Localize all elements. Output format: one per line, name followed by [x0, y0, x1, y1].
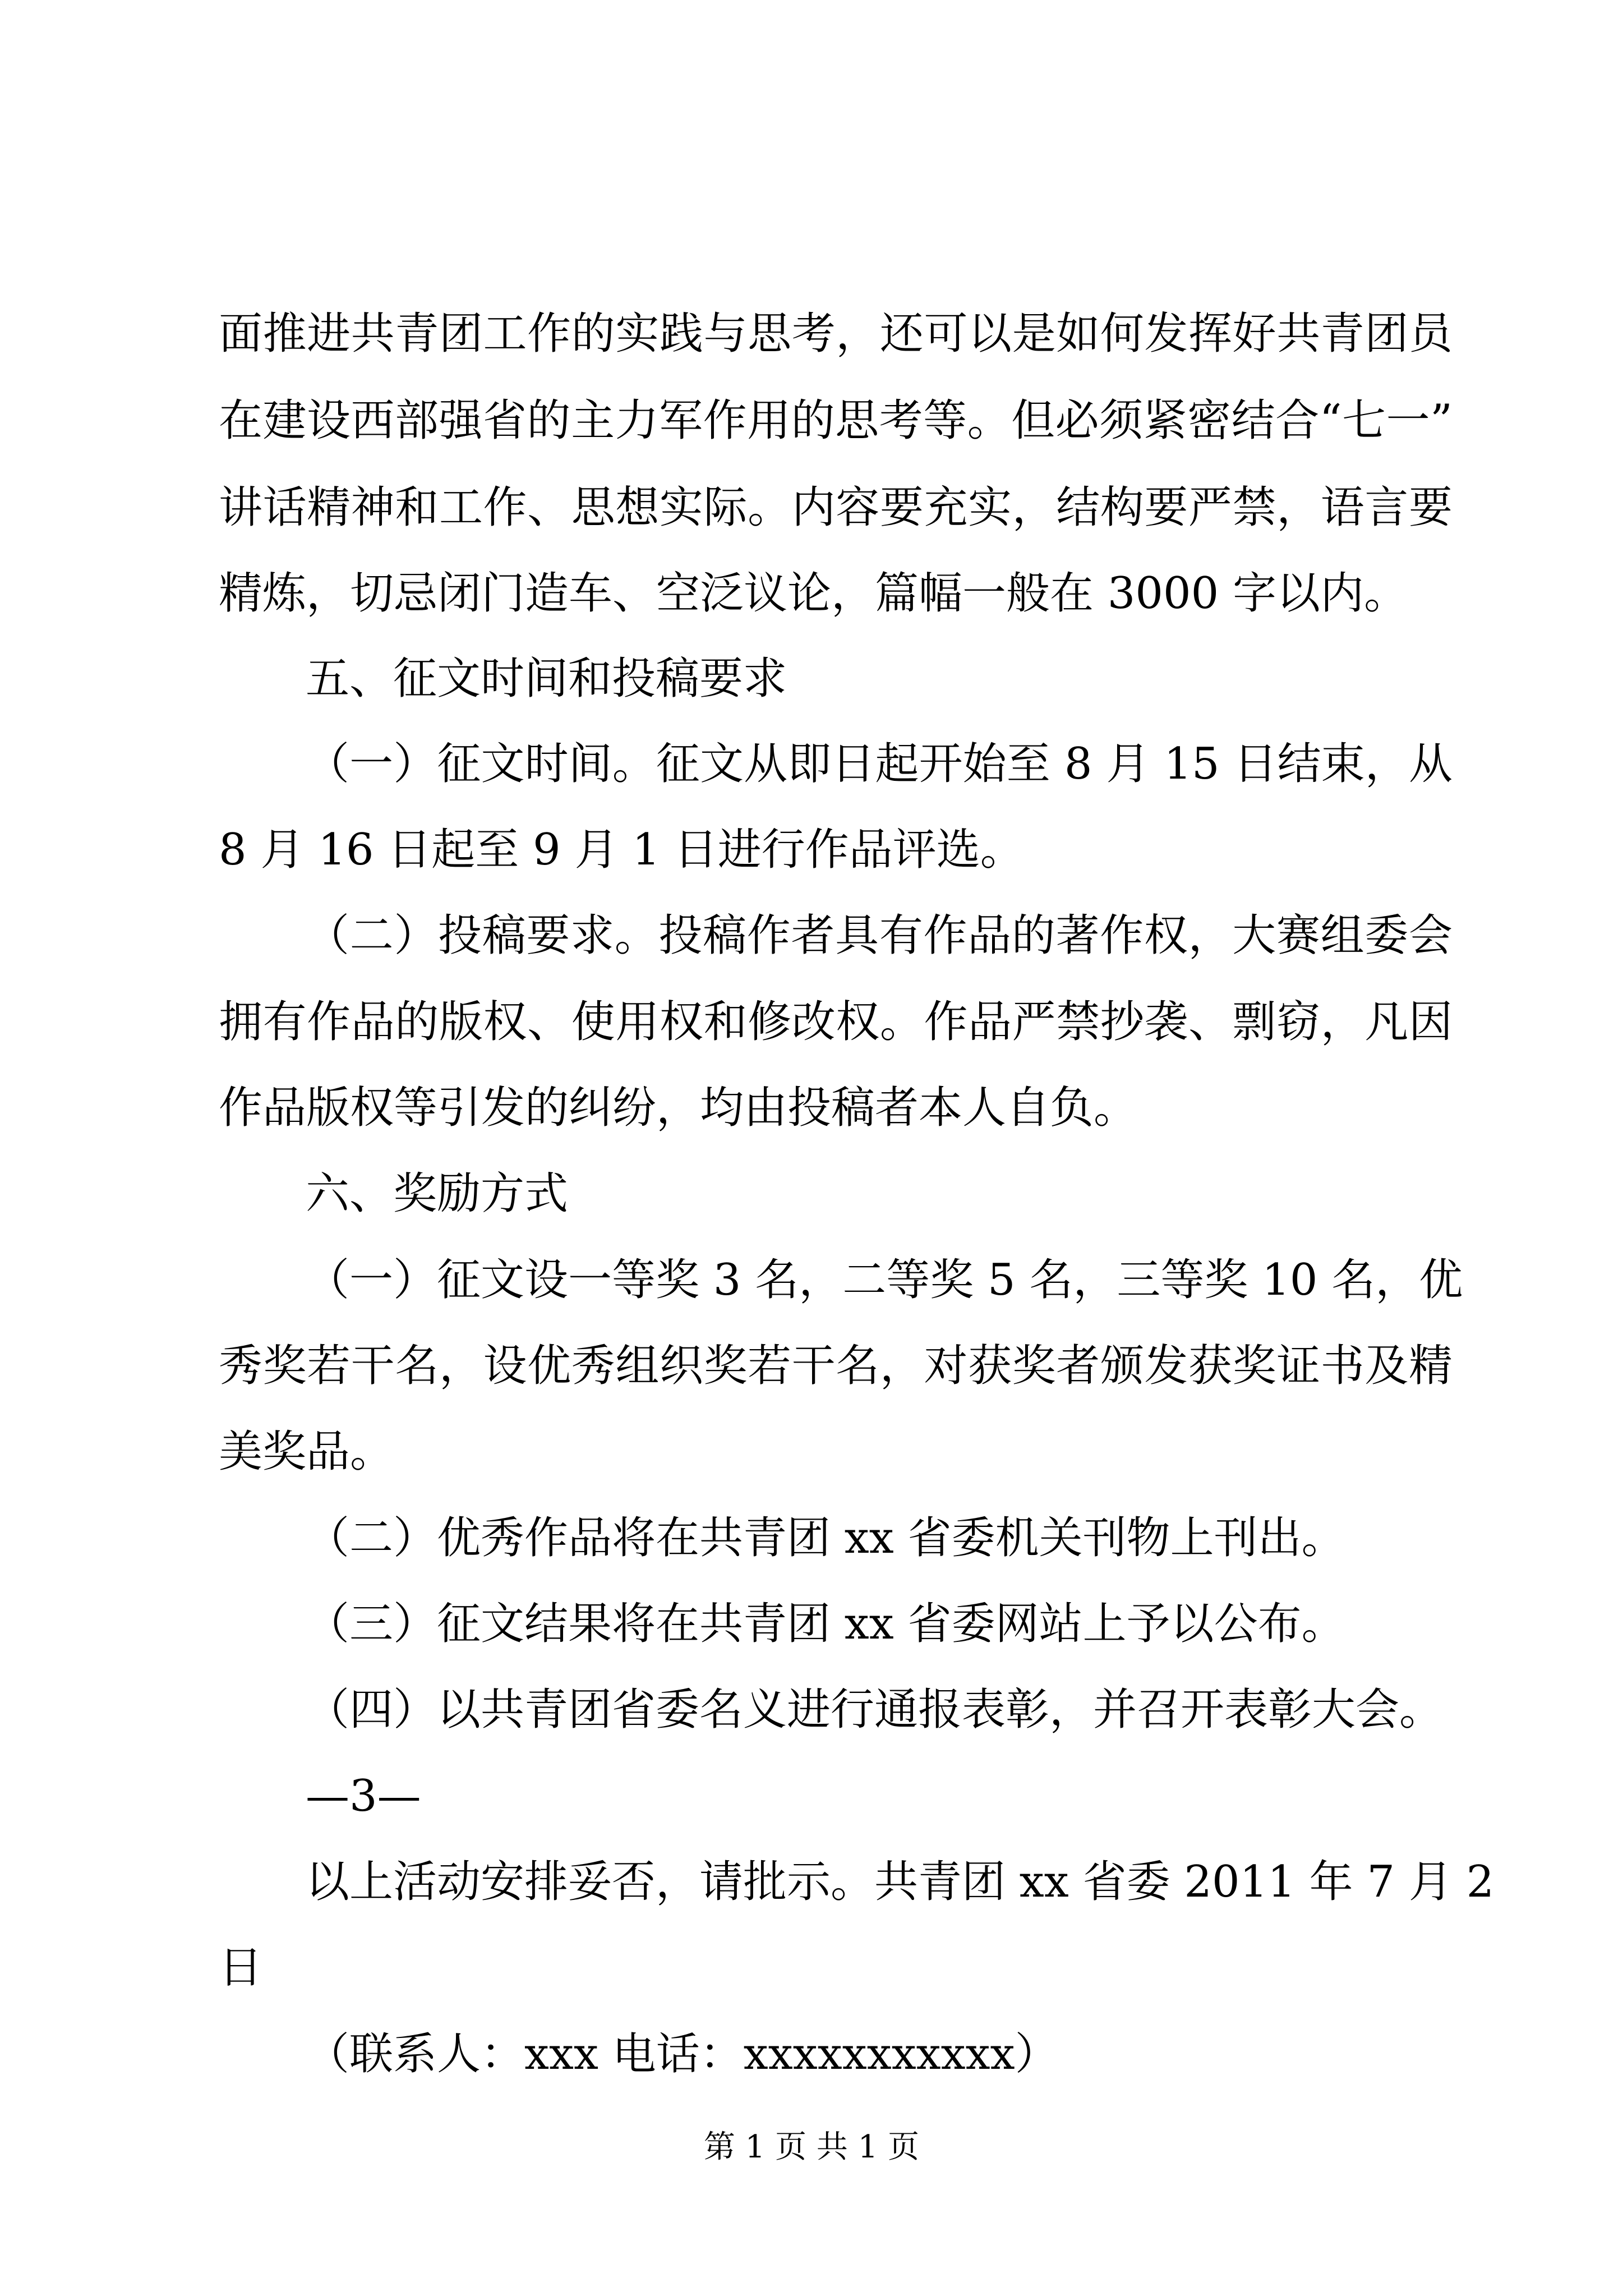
section-heading-6: 六、奖励方式	[306, 1168, 569, 1219]
body-line-10: 作品版权等引发的纠纷，均由投稿者本人自负。	[219, 1083, 1138, 1133]
body-line-4: 精炼，切忌闭门造车、空泛议论，篇幅一般在 3000 字以内。	[219, 568, 1408, 619]
contact-line: （联系人：xxx 电话：xxxxxxxxxxx）	[306, 2029, 1059, 2079]
section-heading-5: 五、征文时间和投稿要求	[306, 654, 787, 704]
body-line-7: 8 月 16 日起至 9 月 1 日进行作品评选。	[219, 825, 1024, 875]
body-line-15: （二）优秀作品将在共青团 xx 省委机关刊物上刊出。	[306, 1513, 1345, 1563]
body-line-20: 日	[219, 1943, 263, 1993]
body-line-8: （二）投稿要求。投稿作者具有作品的著作权，大赛组委会	[306, 910, 1453, 961]
body-line-3: 讲话精神和工作、思想实际。内容要充实，结构要严禁，语言要	[219, 482, 1453, 533]
body-line-16: （三）征文结果将在共青团 xx 省委网站上予以公布。	[306, 1599, 1345, 1649]
body-line-1: 面推进共青团工作的实践与思考，还可以是如何发挥好共青团员	[219, 309, 1453, 359]
page-footer: 第 1 页 共 1 页	[703, 2129, 920, 2165]
body-line-13: 秀奖若干名，设优秀组织奖若干名，对获奖者颁发获奖证书及精	[219, 1341, 1453, 1391]
page-number-marker: —3—	[306, 1771, 421, 1821]
body-line-17: （四）以共青团省委名义进行通报表彰，并召开表彰大会。	[306, 1685, 1444, 1735]
body-line-9: 拥有作品的版权、使用权和修改权。作品严禁抄袭、剽窃，凡因	[219, 997, 1453, 1047]
body-line-14: 美奖品。	[219, 1427, 394, 1477]
body-line-12: （一）征文设一等奖 3 名，二等奖 5 名，三等奖 10 名，优	[306, 1255, 1463, 1305]
body-line-6: （一）征文时间。征文从即日起开始至 8 月 15 日结束，从	[306, 739, 1453, 789]
body-line-19: 以上活动安排妥否，请批示。共青团 xx 省委 2011 年 7 月 2	[306, 1857, 1495, 1907]
body-line-2: 在建设西部强省的主力军作用的思考等。但必须紧密结合“七一”	[219, 395, 1453, 446]
